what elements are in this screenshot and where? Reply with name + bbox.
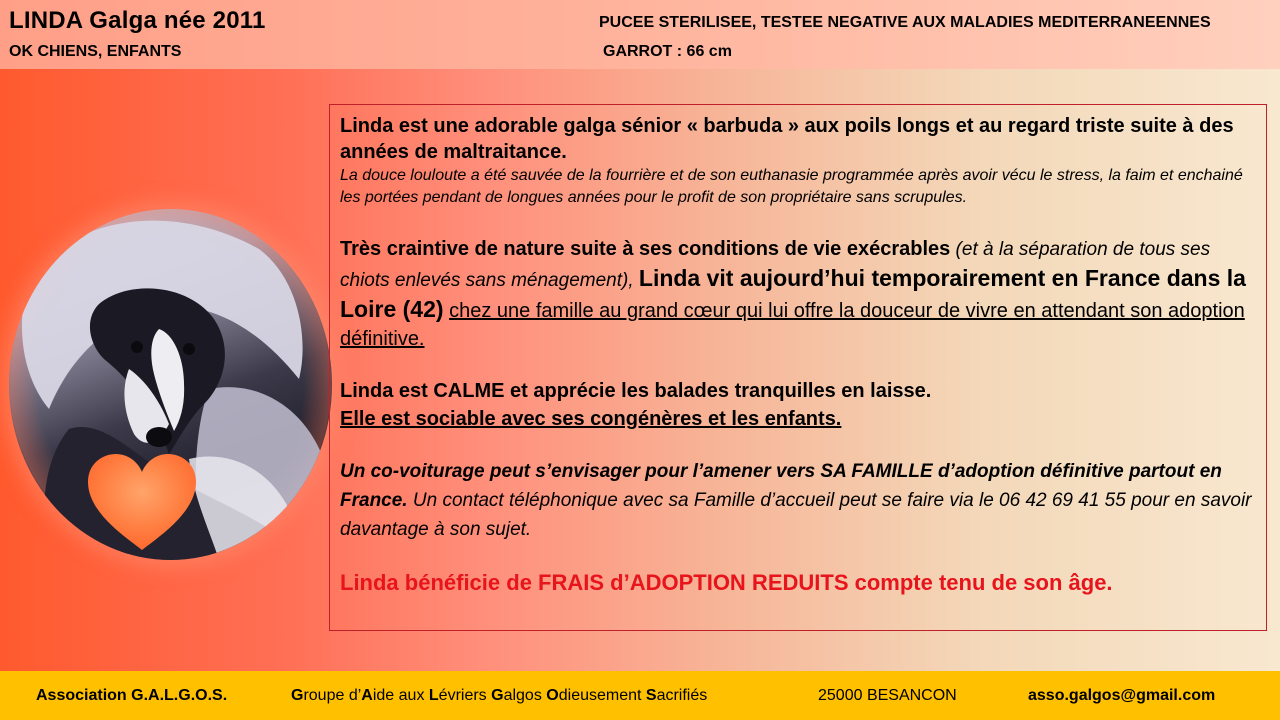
puppies-note: (et à la séparation de tous ses chiots enlevés sans ménagement), (340, 239, 1211, 291)
word-levriers: évriers (438, 687, 492, 704)
withers-height: GARROT : 66 cm (603, 43, 732, 60)
compatibility-line: OK CHIENS, ENFANTS (9, 43, 182, 60)
footer-bar (0, 671, 1280, 720)
word-sacrifies: acrifiés (656, 687, 708, 704)
header-bar (0, 0, 1280, 69)
calm-line: Linda est CALME et apprécie les balades tranquilles en laisse. (340, 380, 932, 402)
intro-bold: Linda est une adorable galga sénior « barbuda » aux poils longs et au regard triste suite à des années de maltraitance. (340, 115, 1234, 163)
temperament-text: Très craintive de nature suite à ses conditions de vie exécrables (340, 238, 951, 260)
carpool-text: Un co-voiturage peut s’envisager pour l’amener vers SA FAMILLE d’adoption définitive partout en France. (340, 461, 1222, 511)
association-city: 25000 BESANCON (818, 687, 957, 704)
description-box (329, 104, 1267, 631)
foster-family-text: chez une famille au grand cœur qui lui offre la douceur de vivre en attendant son adoption définitive. (340, 300, 1245, 350)
contact-email[interactable]: asso.galgos@gmail.com (1028, 687, 1216, 704)
word-aide: ide aux (372, 687, 429, 704)
word-galgos: algos (503, 687, 547, 704)
foster-paragraph (340, 235, 1256, 353)
association-name: Association G.A.L.G.O.S. (36, 687, 228, 704)
transport-paragraph (340, 457, 1256, 544)
sociable-line: Elle est sociable avec ses congénères et les enfants. (340, 408, 842, 430)
initial-a: A (361, 687, 373, 704)
page-title: LINDA Galga née 2011 (9, 7, 266, 34)
reduced-fees-text: Linda bénéficie de FRAIS d’ADOPTION REDUITS compte tenu de son âge. (340, 570, 1113, 595)
sociable-text (340, 405, 1256, 433)
location-text: Linda vit aujourd’hui temporairement en France dans la Loire (42) (340, 265, 1246, 322)
initial-l: L (428, 687, 439, 704)
association-full-name (291, 687, 707, 705)
heart-icon (84, 450, 200, 554)
initial-g2: G (491, 687, 504, 704)
health-specs: PUCEE STERILISEE, TESTEE NEGATIVE AUX MALADIES MEDITERRANEENNES (599, 14, 1211, 31)
word-groupe: roupe d’ (303, 687, 362, 704)
initial-o: O (546, 687, 559, 704)
intro-story: La douce louloute a été sauvée de la fourrière et de son euthanasie programmée après avoir vécu le stress, la faim et enchainé les portées pendant de longues années pour le profit de son propriétaire sans scrupules. (340, 167, 1243, 206)
contact-text: Un contact téléphonique avec sa Famille d’accueil peut se faire via le 06 42 69 41 55 pour en savoir davantage à son sujet. (340, 490, 1252, 540)
initial-s: S (645, 687, 657, 704)
initial-g1: G (291, 687, 304, 704)
calm-text (340, 377, 1256, 405)
word-odieusement: dieusement (558, 687, 646, 704)
